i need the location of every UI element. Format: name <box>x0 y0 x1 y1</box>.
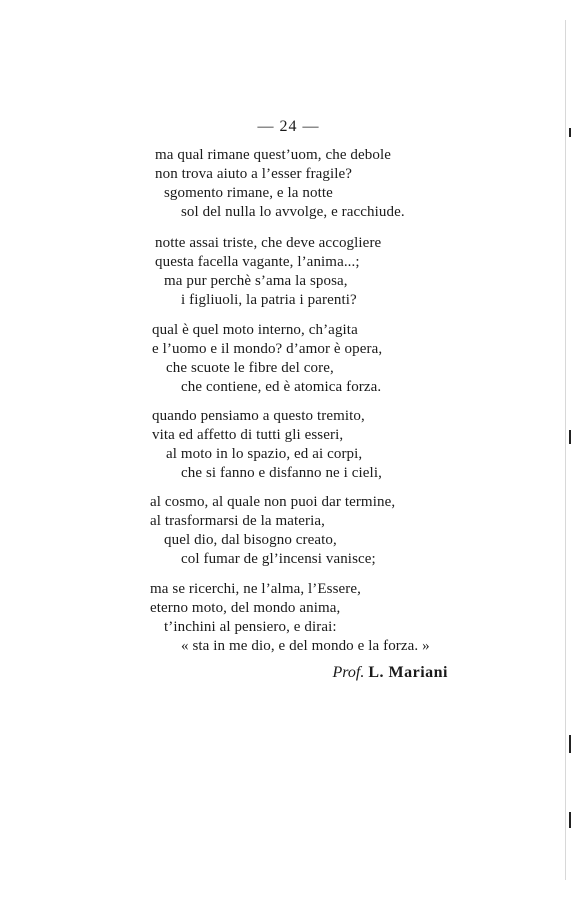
poem-line: al moto in lo spazio, ed ai corpi, <box>166 446 363 462</box>
signature-name: L. Mariani <box>368 664 448 681</box>
page-number: — 24 — <box>257 118 320 135</box>
poem-line: notte assai triste, che deve accogliere <box>155 235 382 251</box>
scan-edge-mark <box>569 128 571 137</box>
scan-edge-mark <box>569 430 571 444</box>
poem-line: col fumar de gl’incensi vanisce; <box>181 551 376 567</box>
poem-line: non trova aiuto a l’esser fragile? <box>155 166 353 182</box>
poem-line: questa facella vagante, l’anima...; <box>155 254 360 270</box>
poem-line: al cosmo, al quale non puoi dar termine, <box>150 494 396 510</box>
scan-edge-mark <box>569 812 571 828</box>
signature-title: Prof. <box>332 664 365 681</box>
poem-line: sol del nulla lo avvolge, e racchiude. <box>181 204 405 220</box>
poem-line: che scuote le fibre del core, <box>166 360 334 376</box>
poem-line: ma pur perchè s’ama la sposa, <box>164 273 348 289</box>
poem-line: vita ed affetto di tutti gli esseri, <box>152 427 344 443</box>
poem-line: t’inchini al pensiero, e dirai: <box>164 619 337 635</box>
scan-edge-mark <box>569 735 571 753</box>
poem-line: che contiene, ed è atomica forza. <box>181 379 382 395</box>
poem-line: quando pensiamo a questo tremito, <box>152 408 365 424</box>
poem-line: ma se ricerchi, ne l’alma, l’Essere, <box>150 581 361 597</box>
poem-line: al trasformarsi de la materia, <box>150 513 326 529</box>
poem-line: ma qual rimane quest’uom, che debole <box>155 147 392 163</box>
poem-line: e l’uomo e il mondo? d’amor è opera, <box>152 341 383 357</box>
poem-line: quel dio, dal bisogno creato, <box>164 532 337 548</box>
poem-line: sgomento rimane, e la notte <box>164 185 333 201</box>
page-gutter-shadow <box>565 20 566 880</box>
poem-line: qual è quel moto interno, ch’agita <box>152 322 358 338</box>
poem-line: eterno moto, del mondo anima, <box>150 600 341 616</box>
poem-line: che si fanno e disfanno ne i cieli, <box>181 465 382 481</box>
signature <box>332 664 448 682</box>
poem-line: « sta in me dio, e del mondo e la forza. » <box>181 638 430 654</box>
poem-line: i figliuoli, la patria i parenti? <box>181 292 357 308</box>
